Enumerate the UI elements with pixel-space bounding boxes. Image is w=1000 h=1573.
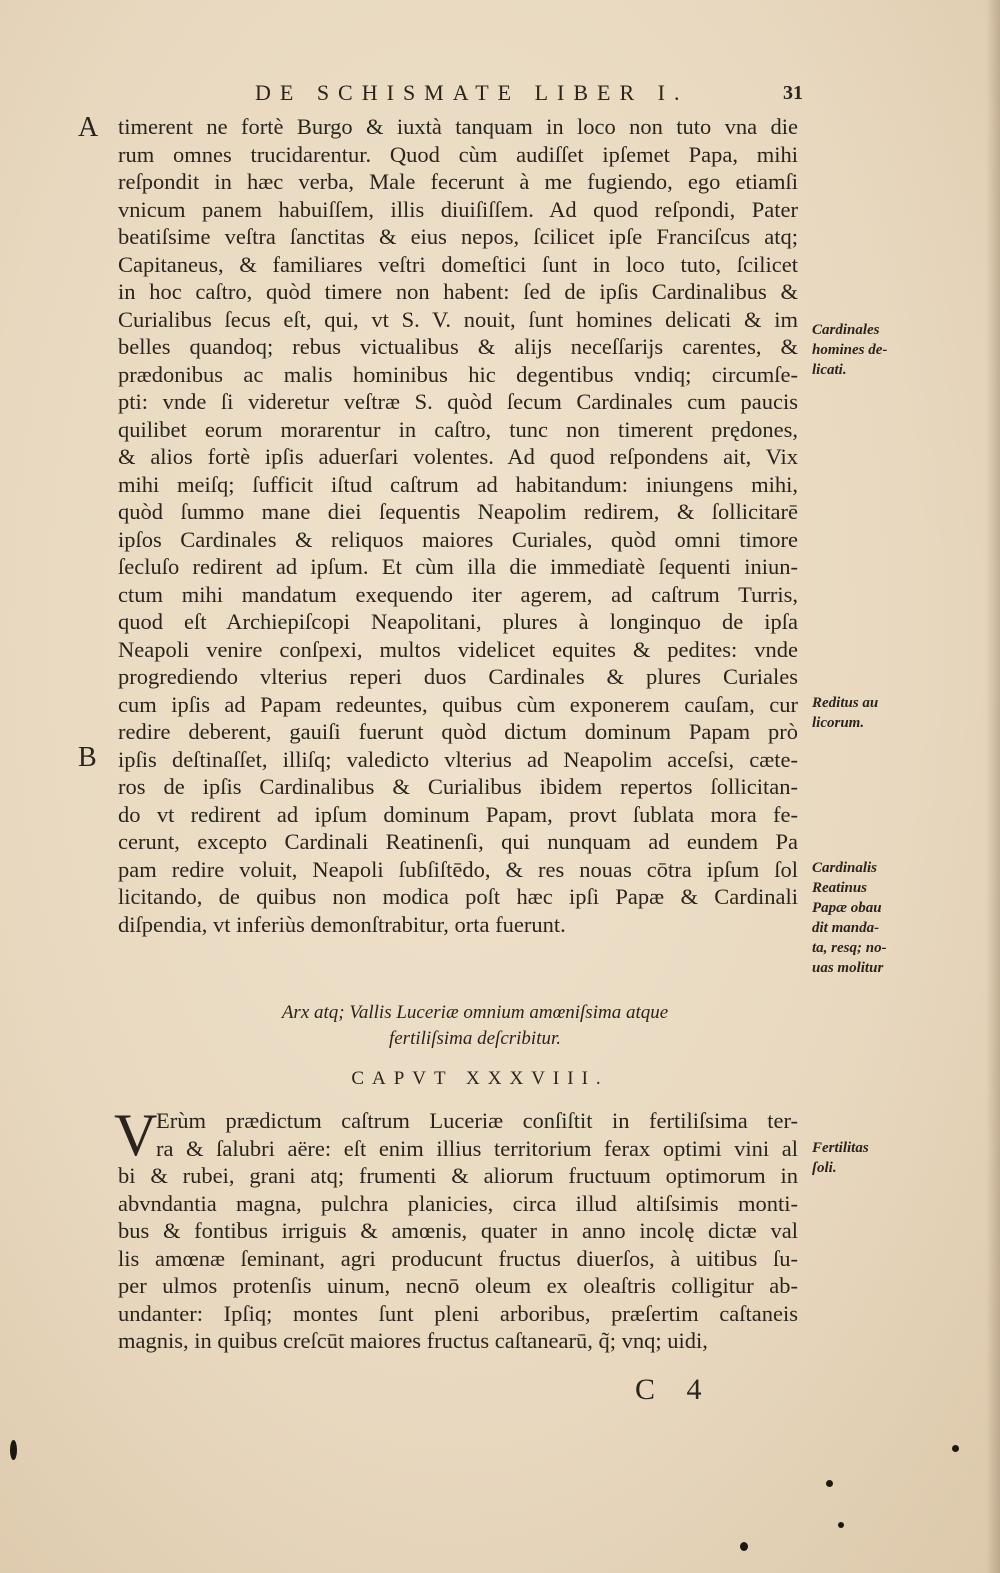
- margin-note-line: dit manda-: [812, 920, 880, 936]
- margin-note-reatinus: [812, 858, 902, 978]
- text-line: in hoc caſtro, quòd timere non habent: ſed de ipſis Cardinalibus &: [118, 279, 798, 304]
- text-line: lis amœnæ ſeminant, agri producunt fructus diuerſos, à uitibus ſu-: [118, 1245, 798, 1271]
- text-line: mihi meiſq; ſufficit iſtud caſtrum ad habitandum: iniungens mihi,: [118, 471, 798, 497]
- text-line: bus & fontibus irriguis & amœnis, quater in anno incolę dictæ val: [118, 1218, 798, 1243]
- text-line: quòd ſummo mane diei ſequentis Neapolim redirem, & ſollicitarē: [118, 499, 798, 524]
- page-edge-shadow: [986, 0, 1000, 1573]
- text-line: ipſos Cardinales & reliquos maiores Curiales, quòd omni timore: [118, 526, 798, 552]
- running-head: DE SCHISMATE LIBER I.: [255, 80, 689, 105]
- text-line: Neapoli venire conſpexi, multos videlicet equites & pedites: vnde: [118, 636, 798, 662]
- paragraph-chapter: [118, 1107, 798, 1355]
- section-letter-a: A: [78, 112, 99, 143]
- ink-spot: [838, 1522, 844, 1528]
- ink-spot: [10, 1440, 17, 1460]
- text-line: diſpendia, vt inferiùs demonſtrabitur, orta fuerunt.: [118, 911, 566, 937]
- text-line: & alios fortè ipſis aduerſari volentes. Ad quod reſpondens ait, Vix: [118, 444, 798, 469]
- margin-note-fertilitas: [812, 1138, 902, 1178]
- margin-note-line: Papæ obau: [812, 900, 882, 916]
- text-line: redire deberent, gauiſi fuerunt quòd dictum dominum Papam prò: [118, 719, 798, 744]
- margin-note-line: licorum.: [812, 715, 865, 731]
- text-line: timerent ne fortè Burgo & iuxtà tanquam in loco non tuto vna die: [118, 114, 798, 139]
- margin-note-reditus: [812, 693, 902, 733]
- text-line: pam redire voluit, Neapoli ſubſiſtēdo, & res nouas cōtra ipſum ſol: [118, 856, 798, 882]
- text-line: ſecluſo redirent ad ipſum. Et cùm illa die immediatè ſequenti iniun-: [118, 554, 798, 579]
- margin-note-line: Reditus au: [812, 695, 879, 711]
- text-line: ros de ipſis Cardinalibus & Curialibus ibidem repertos ſollicitan-: [118, 774, 798, 799]
- chapter-summary-line: Arx atq; Vallis Luceriæ omnium amœniſsima atque: [281, 1002, 669, 1023]
- text-line: cerunt, excepto Cardinali Reatinenſi, qui nunquam ad eundem Pa: [118, 829, 798, 854]
- section-letter-b: B: [78, 742, 97, 773]
- text-line: ra & ſalubri aëre: eſt enim illius territorium ferax optimi vini al: [156, 1135, 798, 1161]
- margin-note-line: Reatinus: [812, 880, 868, 896]
- chapter-summary: [250, 1000, 700, 1052]
- text-line: progrediendo vlterius reperi duos Cardinales & plures Curiales: [118, 664, 798, 689]
- text-line: cum ipſis ad Papam redeuntes, quibus cùm exponerem cauſam, cur: [118, 691, 798, 717]
- text-line: abvndantia magna, pulchra planicies, circa illud altiſsimis monti-: [118, 1190, 798, 1216]
- text-line: undanter: Ipſiq; montes ſunt pleni arboribus, præſertim caſtaneis: [118, 1300, 798, 1326]
- chapter-summary-line: fertiliſsima deſcribitur.: [388, 1028, 562, 1049]
- signature-mark: C 4: [635, 1373, 714, 1406]
- ink-spot: [740, 1542, 748, 1551]
- margin-note-line: Fertilitas: [812, 1140, 869, 1156]
- folio-number: 31: [783, 82, 803, 104]
- text-line: belles quandoq; rebus victualibus & alijs neceſſarijs carentes, &: [118, 334, 798, 359]
- text-line: Capitaneus, & familiares veſtri domeſtici ſunt in loco tuto, ſcilicet: [118, 251, 798, 277]
- text-line: magnis, in quibus creſcūt maiores fructus caſtanearū, q̃; vnq; uidi,: [118, 1328, 708, 1353]
- text-line: rum omnes trucidarentur. Quod cùm audiſſet ipſemet Papa, mihi: [118, 141, 798, 167]
- text-line: do vt redirent ad ipſum dominum Papam, provt ſublata mora fe-: [118, 801, 798, 827]
- text-line: ctum mihi mandatum exequendo iter agerem, ad caſtrum Turris,: [118, 581, 798, 607]
- text-line: Erùm prædictum caſtrum Luceriæ conſiſtit in fertiliſsima ter-: [156, 1108, 798, 1133]
- text-line: Curialibus ſecus eſt, qui, vt S. V. nouit, ſunt homines delicati & im: [118, 306, 798, 332]
- margin-note-line: ſoli.: [812, 1160, 837, 1176]
- text-line: quod eſt Archiepiſcopi Neapolitani, plures à longinquo de ipſa: [118, 609, 798, 634]
- margin-note-line: uas molitur: [812, 960, 884, 976]
- margin-note-line: Cardinales: [812, 322, 880, 338]
- text-line: quilibet eorum morarentur in caſtro, tunc non timerent prędones,: [118, 416, 798, 442]
- text-line: licitando, de quibus non modica poſt hæc ipſi Papæ & Cardinali: [118, 884, 798, 909]
- text-line: reſpondit in hæc verba, Male fecerunt à me fugiendo, ego etiamſi: [118, 169, 798, 194]
- chapter-title: CAPVT XXXVIII.: [351, 1068, 609, 1089]
- text-line: bi & rubei, grani atq; frumenti & aliorum fructuum optimorum in: [118, 1163, 798, 1188]
- ink-spot: [826, 1480, 833, 1487]
- ink-spot: [952, 1445, 959, 1452]
- text-line: vnicum panem habuiſſem, illis diuiſiſſem. Ad quod reſpondi, Pater: [118, 196, 798, 222]
- margin-note-line: homines de-: [812, 342, 888, 358]
- text-line: per ulmos protenſis uinum, necnō oleum ex oleaſtris colligitur ab-: [118, 1273, 798, 1298]
- drop-capital: V: [114, 1102, 158, 1168]
- margin-note-line: Cardinalis: [812, 860, 878, 876]
- text-line: pti: vnde ſi videretur veſtræ S. quòd ſecum Cardinales cum paucis: [118, 389, 798, 414]
- margin-note-line: ta, resq; no-: [812, 940, 887, 956]
- text-line: beatiſsime veſtra ſanctitas & eius nepos, ſcilicet ipſe Franciſcus atq;: [118, 224, 798, 249]
- paragraph-main: [118, 113, 798, 938]
- margin-note-cardinales: [812, 320, 902, 380]
- text-line: ipſis deſtinaſſet, illiſq; valedicto vlterius ad Neapolim acceſsi, cæte-: [118, 746, 798, 772]
- margin-note-line: licati.: [812, 362, 847, 378]
- text-line: prædonibus ac malis hominibus hic degentibus vndiq; circumſe-: [118, 361, 798, 387]
